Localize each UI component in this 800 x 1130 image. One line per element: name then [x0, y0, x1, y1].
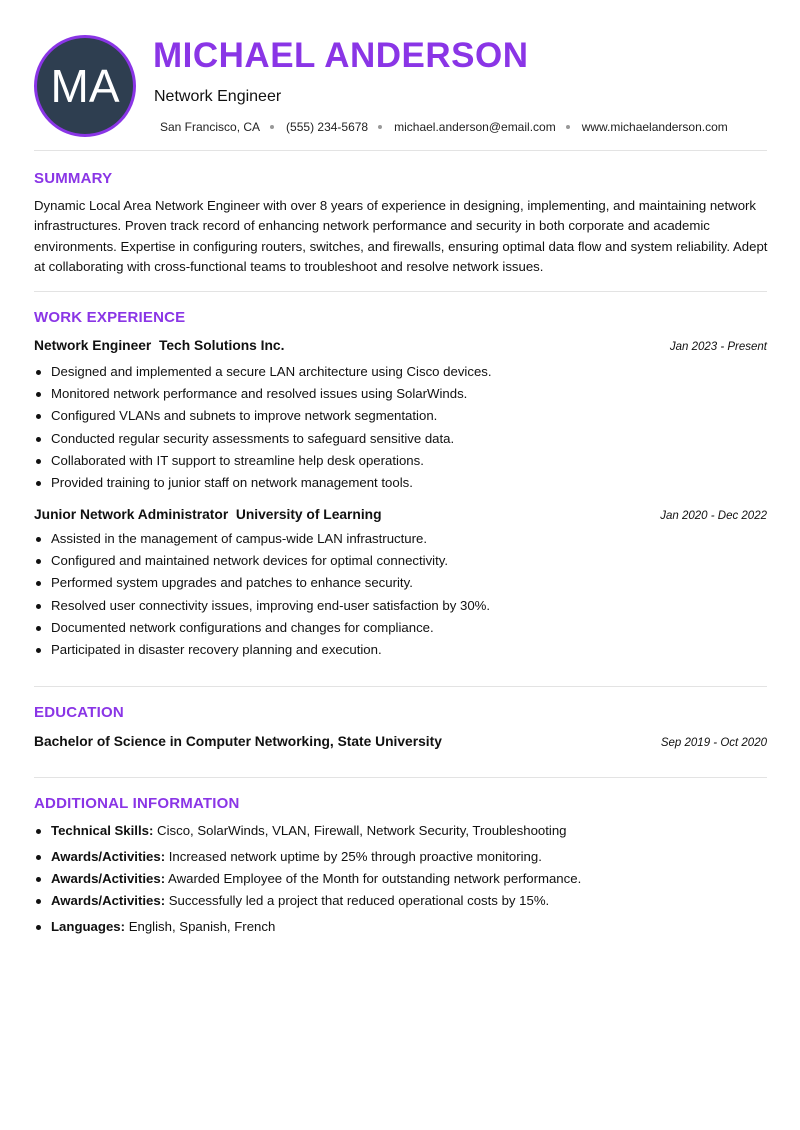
- list-item: Assisted in the management of campus-wide LAN infrastructure.: [34, 528, 767, 550]
- list-item: Performed system upgrades and patches to enhance security.: [34, 572, 767, 594]
- item-label: Languages:: [51, 919, 126, 935]
- contact-email[interactable]: michael.anderson@email.com: [394, 120, 556, 134]
- list-item: [34, 890, 767, 916]
- item-text: English, Spanish, French: [128, 919, 276, 935]
- list-item: Monitored network performance and resolved issues using SolarWinds.: [34, 383, 767, 405]
- list-item: Resolved user connectivity issues, improving end-user satisfaction by 30%.: [34, 595, 767, 617]
- job-bullets: [34, 361, 767, 494]
- education-entry: [34, 734, 767, 749]
- divider: [34, 777, 767, 778]
- item-label: Awards/Activities:: [51, 871, 166, 887]
- job-role: Junior Network Administrator: [34, 507, 229, 522]
- contact-website[interactable]: www.michaelanderson.com: [581, 120, 728, 134]
- job-header: [34, 338, 767, 353]
- list-item: Participated in disaster recovery planning and execution.: [34, 639, 767, 661]
- list-item: Collaborated with IT support to streamline help desk operations.: [34, 450, 767, 472]
- item-text: Cisco, SolarWinds, VLAN, Firewall, Network Security, Troubleshooting: [157, 823, 567, 838]
- list-item: Configured VLANs and subnets to improve network segmentation.: [34, 405, 767, 427]
- job-header: [34, 507, 767, 522]
- education-degree: Bachelor of Science in Computer Networking, State University: [34, 734, 442, 749]
- experience-heading: WORK EXPERIENCE: [34, 309, 186, 326]
- candidate-name: MICHAEL ANDERSON: [153, 36, 529, 75]
- item-label: Technical Skills:: [51, 823, 154, 838]
- contact-bar: [160, 120, 728, 134]
- job-dates: Jan 2020 - Dec 2022: [660, 510, 767, 522]
- job-bullets: [34, 528, 767, 661]
- education-heading: EDUCATION: [34, 704, 124, 721]
- list-item: Provided training to junior staff on network management tools.: [34, 472, 767, 494]
- divider: [34, 150, 767, 151]
- separator-dot: [378, 125, 382, 129]
- item-label: Awards/Activities:: [51, 849, 166, 864]
- item-label: Awards/Activities:: [51, 893, 166, 909]
- list-item: [34, 846, 767, 868]
- item-text: Awarded Employee of the Month for outstanding network performance.: [168, 871, 582, 887]
- list-item: Configured and maintained network devices for optimal connectivity.: [34, 550, 767, 572]
- job-title-line: [34, 338, 284, 353]
- avatar: [34, 35, 136, 137]
- additional-list: [34, 820, 767, 939]
- avatar-initials: MA: [50, 60, 120, 112]
- job-title-line: [34, 507, 382, 522]
- list-item: [34, 916, 767, 938]
- list-item: Designed and implemented a secure LAN architecture using Cisco devices.: [34, 361, 767, 383]
- job-role: Network Engineer: [34, 338, 152, 353]
- item-text: Increased network uptime by 25% through proactive monitoring.: [168, 849, 542, 864]
- summary-text: Dynamic Local Area Network Engineer with over 8 years of experience in designing, implementing, and maintaining network infrastructures. Proven track record of enhancing network performance and security in both corporate and academic environments. Expertise in configuring routers, switches, and firewalls, ensuring optimal data flow and system reliability. Adept at collaborating with cross-functional teams to troubleshoot and resolve network issues.: [34, 198, 768, 274]
- separator-dot: [566, 125, 570, 129]
- additional-heading: ADDITIONAL INFORMATION: [34, 795, 240, 812]
- contact-phone: (555) 234-5678: [286, 120, 369, 134]
- job-company: University of Learning: [235, 507, 382, 522]
- job-headline: Network Engineer: [154, 88, 282, 105]
- item-text: Successfully led a project that reduced operational costs by 15%.: [168, 893, 550, 909]
- separator-dot: [270, 125, 274, 129]
- list-item: [34, 820, 767, 846]
- job-company: Tech Solutions Inc.: [158, 338, 285, 353]
- list-item: Conducted regular security assessments to safeguard sensitive data.: [34, 428, 767, 450]
- list-item: Documented network configurations and changes for compliance.: [34, 617, 767, 639]
- list-item: [34, 868, 767, 890]
- divider: [34, 291, 767, 292]
- education-dates: Sep 2019 - Oct 2020: [660, 737, 767, 749]
- divider: [34, 686, 767, 687]
- summary-heading: SUMMARY: [34, 170, 113, 187]
- job-dates: Jan 2023 - Present: [669, 341, 767, 353]
- contact-location: San Francisco, CA: [160, 120, 261, 134]
